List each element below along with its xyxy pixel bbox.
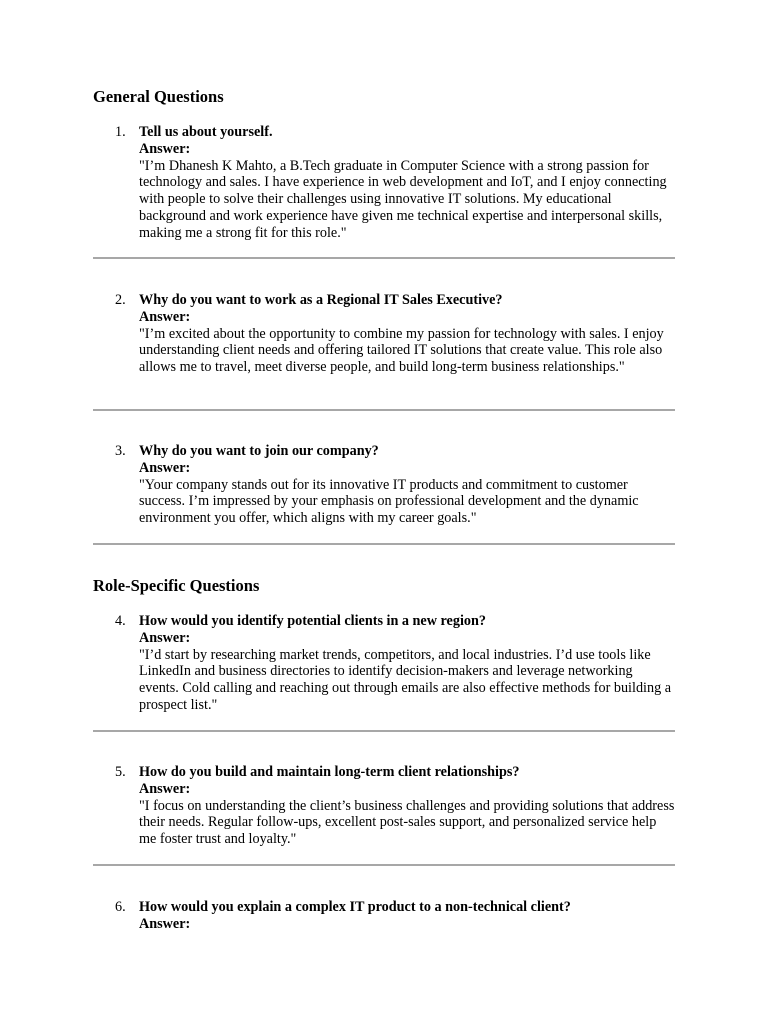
question-text: How would you identify potential clients in a new region? <box>139 613 486 629</box>
answer-label: Answer: <box>139 459 191 476</box>
section-title-role-specific: Role-Specific Questions <box>93 576 260 595</box>
answer-label: Answer: <box>139 308 191 325</box>
divider <box>93 730 675 732</box>
qa-item-6 <box>93 899 675 933</box>
answer-text: "I focus on understanding the client’s business challenges and providing solutions that address their needs. Regular follow-ups, excellent post-sales support, and personalized service help me foster trust and loyalty." <box>139 797 675 848</box>
item-number: 5. <box>115 764 126 780</box>
answer-label: Answer: <box>139 915 191 932</box>
divider <box>93 543 675 545</box>
qa-item-2 <box>93 292 675 376</box>
divider <box>93 864 675 866</box>
answer-text: "I’m excited about the opportunity to combine my passion for technology with sales. I enjoy understanding client needs and offering tailored IT solutions that create value. This role also allows me to travel, meet diverse people, and build long-term business relationships." <box>139 325 664 376</box>
divider <box>93 409 675 411</box>
qa-item-5 <box>93 764 675 848</box>
item-number: 1. <box>115 124 126 140</box>
qa-item-4 <box>93 613 675 714</box>
question-text: Tell us about yourself. <box>139 124 273 140</box>
question-text: How do you build and maintain long-term client relationships? <box>139 764 520 780</box>
item-number: 4. <box>115 613 126 629</box>
item-number: 2. <box>115 292 126 308</box>
question-text: Why do you want to work as a Regional IT Sales Executive? <box>139 292 503 308</box>
qa-item-3 <box>93 443 675 527</box>
question-text: Why do you want to join our company? <box>139 443 379 459</box>
qa-item-1 <box>93 124 675 242</box>
item-number: 6. <box>115 899 126 915</box>
item-number: 3. <box>115 443 126 459</box>
answer-text: "I’m Dhanesh K Mahto, a B.Tech graduate in Computer Science with a strong passion for technology and sales. I have experience in web development and IoT, and I enjoy connecting with people to solve their challenges using innovative IT solutions. My educational background and work experience have given me technical expertise and interpersonal skills, making me a strong fit for this role." <box>139 157 667 241</box>
answer-text: "I’d start by researching market trends, competitors, and local industries. I’d use tools like LinkedIn and business directories to identify decision-makers and leverage networking events. Cold calling and reaching out through emails are also effective methods for building a prospect list." <box>139 646 672 713</box>
section-title-general: General Questions <box>93 87 224 106</box>
answer-text: "Your company stands out for its innovative IT products and commitment to customer success. I’m impressed by your emphasis on professional development and the dynamic environment you offer, which aligns with my career goals." <box>139 476 639 527</box>
answer-label: Answer: <box>139 140 191 157</box>
answer-label: Answer: <box>139 629 191 646</box>
divider <box>93 257 675 259</box>
question-text: How would you explain a complex IT product to a non-technical client? <box>139 899 571 915</box>
answer-label: Answer: <box>139 780 191 797</box>
